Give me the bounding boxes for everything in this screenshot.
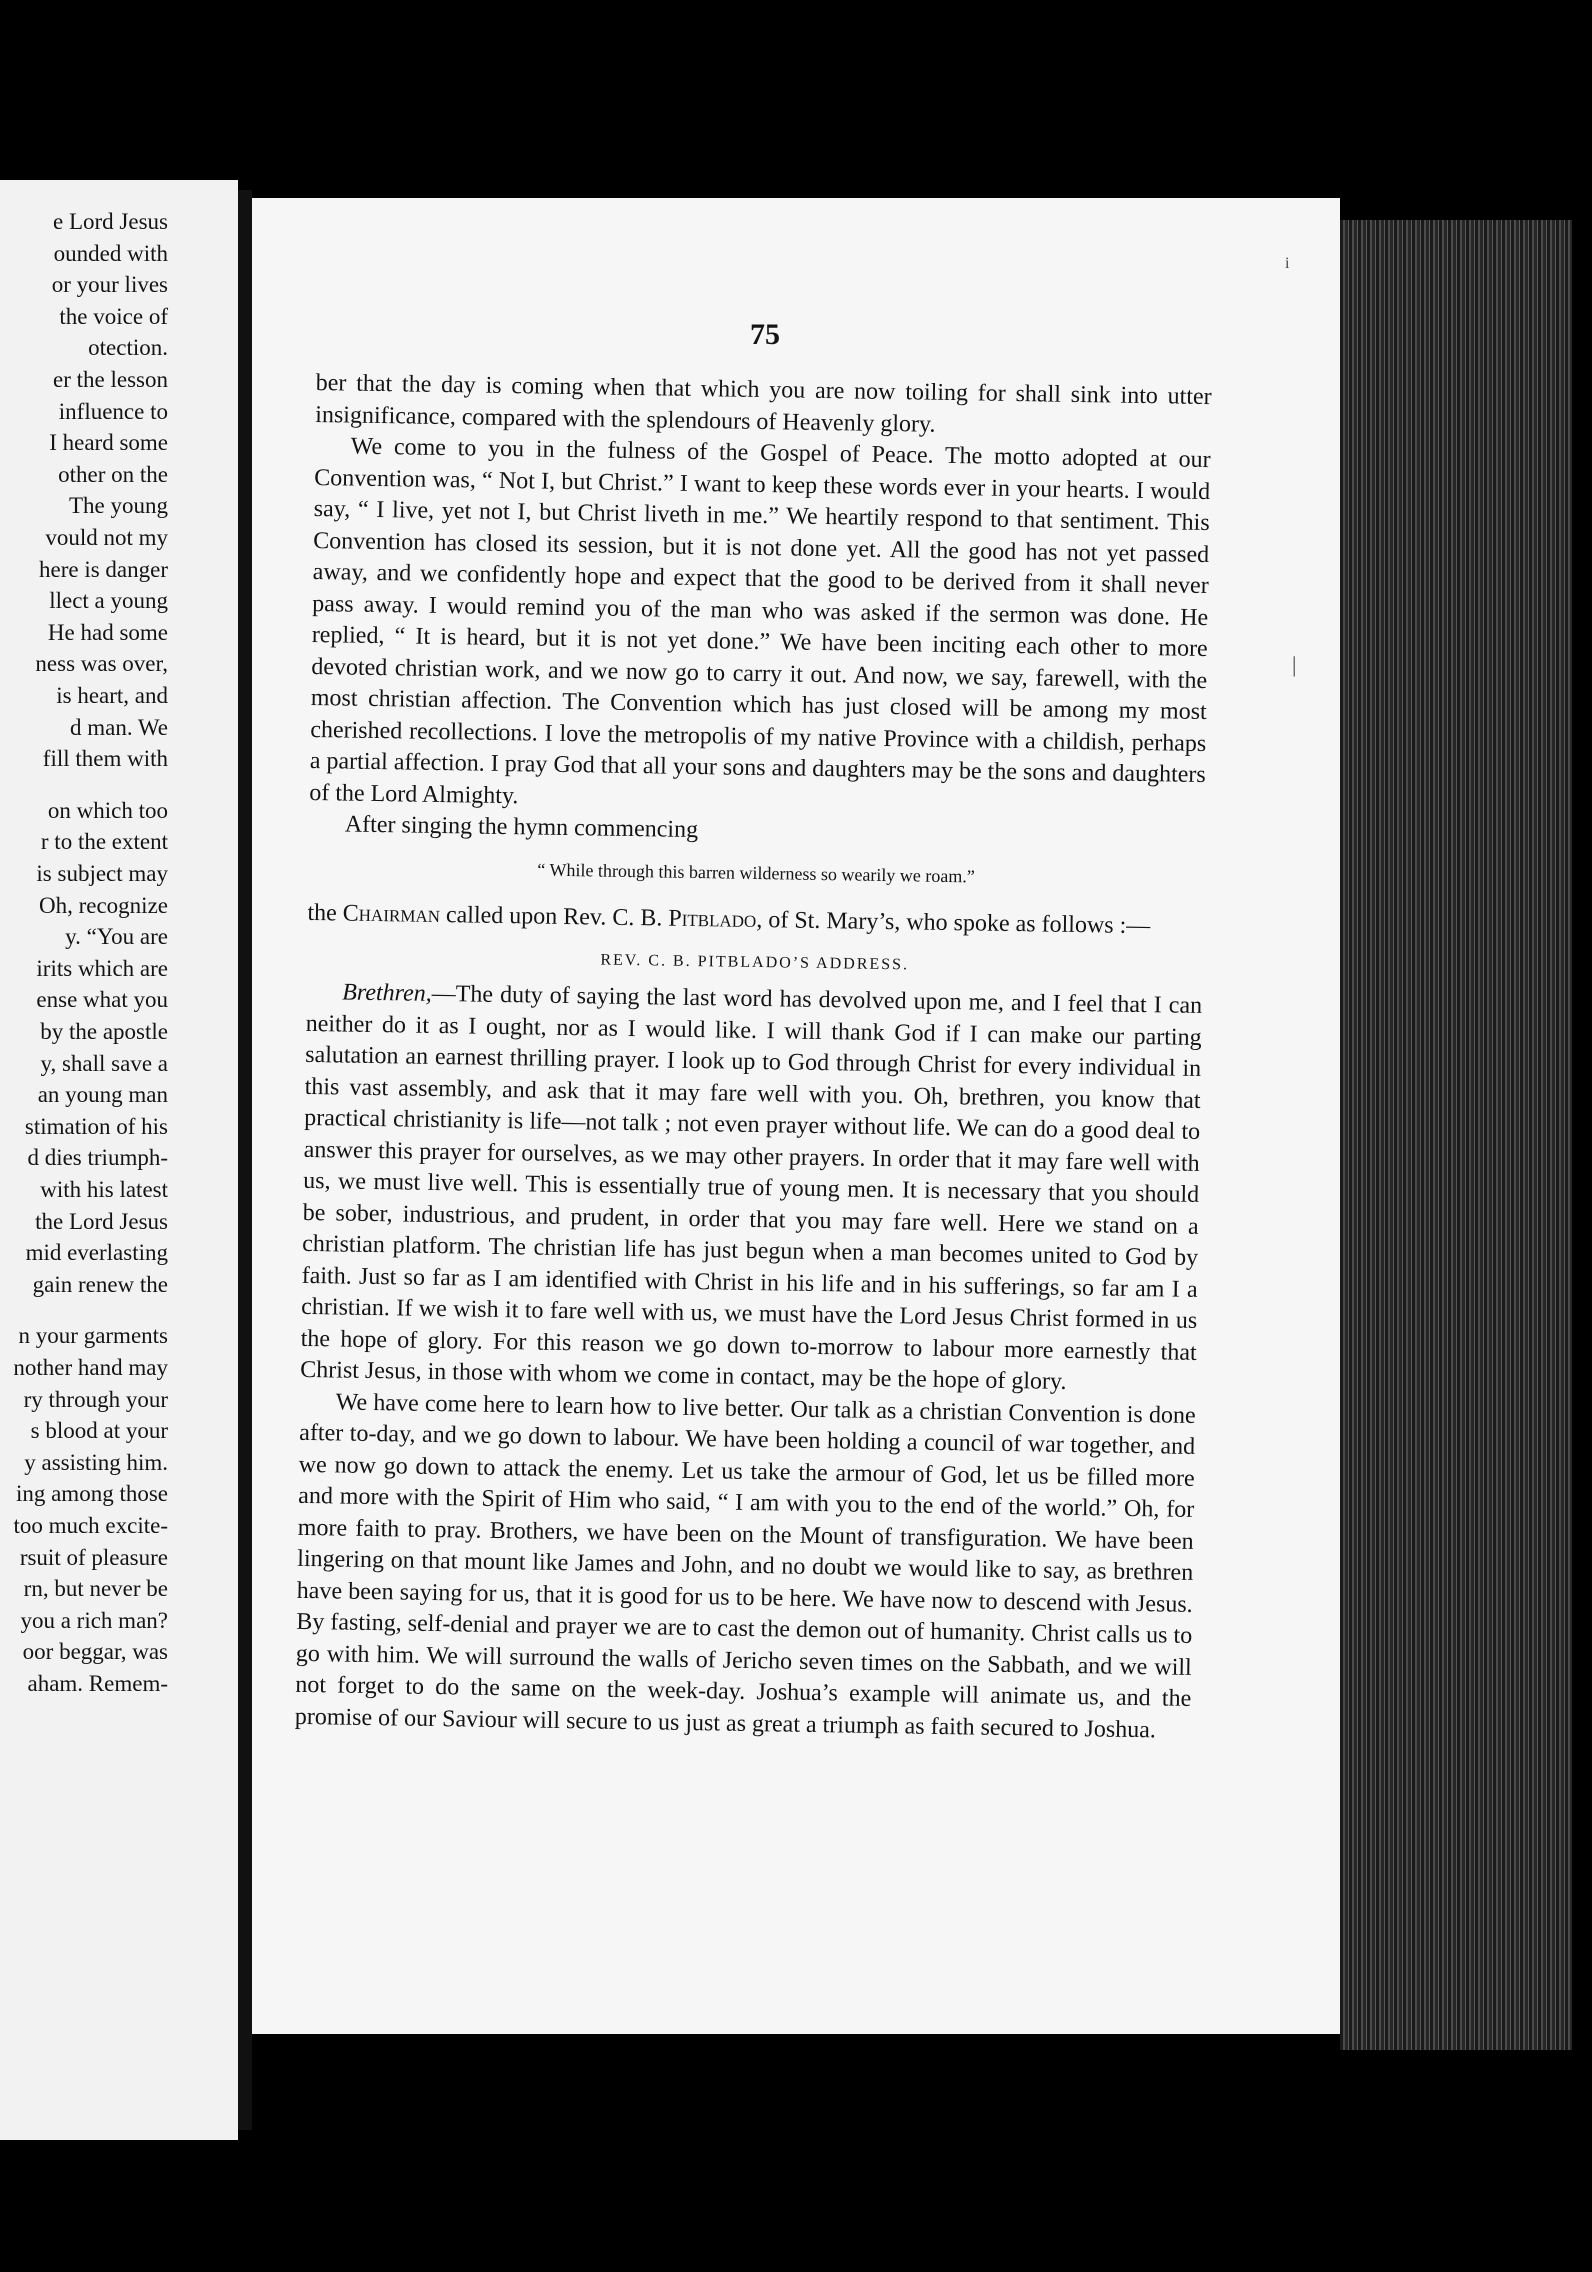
left-page-line: y assisting him. <box>24 1449 168 1475</box>
left-page-line: He had some <box>47 619 168 645</box>
left-page-line: otection. <box>88 335 168 361</box>
margin-mark: | <box>1292 652 1297 677</box>
left-page-line: other on the <box>58 461 168 487</box>
left-page-line: e Lord Jesus <box>53 209 168 234</box>
brethren-text: —The duty of saying the last word has devolved upon me, and I feel that I can neither do it as I ought, nor as I would like. I will thank God if I can make our parting salutation an earnest thrilling prayer. I look up to God through Christ for every individual in this vast assembly, and ask that it may fare well with you. Oh, brethren, you know that practical christianity is life—not talk ; not even prayer without life. We can do a good deal to answer this prayer for ourselves, as we may other prayers. In order that it may fare well with us, we must live well. This is essentially true of young men. It is necessary that you should be sober, industrious, and prudent, in order that you may fare well. Here we stand on a christian platform. The christian life has just begun when a man becomes united to God by faith. Just so far as I am identified with Christ in his life and in his sufferings, so far am I a christian. If we wish it to fare well with us, we must have the Lord Jesus Christ formed in us the hope of glory. For this reason we go down to-morrow to labour more earnestly that Christ Jesus, in those with whom we come in contact, may be the hope of glory. <box>300 980 1203 1395</box>
left-page-line: Oh, recognize <box>39 892 168 918</box>
main-text <box>295 368 1212 1747</box>
left-page-line: ing among those <box>15 1481 168 1507</box>
left-page-line: here is danger <box>39 556 168 582</box>
left-page-line: The young <box>68 493 168 519</box>
left-page-line: llect a young <box>49 588 168 614</box>
left-page-line: the Lord Jesus <box>35 1208 168 1234</box>
left-page-line: rsuit of pleasure <box>19 1544 168 1570</box>
left-page-line: is subject may <box>36 861 168 886</box>
left-page-line: er the lesson <box>53 367 168 392</box>
left-page-line: y. “You are <box>65 924 168 950</box>
page-number: 75 <box>750 318 780 351</box>
hymn-line: “ While through this barren wilderness so wearily we roam.” <box>537 859 976 886</box>
left-page-line: influence to <box>58 398 168 424</box>
left-page-line: nother hand may <box>13 1355 168 1380</box>
left-page-line: d man. We <box>69 714 168 740</box>
left-page-line: ounded with <box>53 240 168 266</box>
left-page-line: ry through your <box>23 1386 168 1412</box>
paragraph-convention: We come to you in the fulness of the Gospel of Peace. The motto adopted at our Convention was, “ Not I, but Christ.” I want to keep these words ever in your hearts. I would say, “ I live, yet not I, but Christ liveth in me.” We heartily respond to that sentiment. This Convention has closed its session, but it is not done yet. All the good has not yet passed away, and we confidently hope and expect that the good to be derived from it shall never pass away. I would remind you of the man who was asked if the sermon was done. He replied, “ It is heard, but it is not yet done.” We have been inciting each other to more devoted christian work, and we now go to carry it out. And now, we say, farewell, with the most christian affection. The Convention which has just closed will be among my most cherished recollections. I love the metropolis of my native Province with a childish, perhaps a partial affection. I pray God that all your sons and daughters may be the sons and daughters of the Lord Almighty. <box>309 433 1211 809</box>
salutation: Brethren, <box>341 979 432 1007</box>
left-page-line: s blood at your <box>30 1418 168 1444</box>
left-page-line: or your lives <box>51 272 168 298</box>
left-page-line: ense what you <box>36 987 168 1013</box>
left-page-line: r to the extent <box>40 829 168 855</box>
left-page-line: gain renew the <box>32 1271 168 1297</box>
left-page-line: n your garments <box>18 1323 168 1349</box>
paragraph-live-better: We have come here to learn how to live better. Our talk as a christian Convention is done after to-day, and we go down to labour. We have been holding a council of war together, and we now go down to attack the enemy. Let us take the armour of God, let us be filled more and more with the Spirit of Him who said, “ I am with you to the end of the world.” Oh, for more faith to pray. Brothers, we have been on the Mount of transfiguration. We have been lingering on that mount like James and John, and no doubt we would like to say, as brethren have been saying for us, that it is good for us to be here. We have now to descend with Jesus. By fasting, self-denial and prayer we are to cast the demon out of humanity. Christ calls us to go with him. We will surround the walls of Jericho seven times on the Sabbath, and we will not forget to do the same on the week-day. Joshua’s example will animate us, and the promise of our Saviour will secure to us just as great a triumph as faith secured to Joshua. <box>294 1388 1196 1743</box>
paragraph-chairman <box>307 898 1203 944</box>
left-page-line: y, shall save a <box>40 1050 168 1076</box>
page-edges <box>1340 220 1572 2050</box>
margin-mark: i <box>1285 255 1290 272</box>
left-page-line: is heart, and <box>56 683 168 708</box>
book-gutter <box>238 190 252 2130</box>
left-page-line: an young man <box>37 1082 168 1108</box>
left-page-line: with his latest <box>40 1177 168 1202</box>
left-page-line: you a rich man? <box>20 1607 168 1633</box>
left-page-line: rn, but never be <box>23 1576 168 1602</box>
left-page-line: d dies triumph- <box>27 1145 168 1171</box>
chairman-post: , of St. Mary’s, who spoke as follows :— <box>756 906 1151 940</box>
left-page-line: on which too <box>47 797 168 823</box>
paragraph-brethren <box>300 977 1202 1401</box>
chairman-pre: the <box>307 899 337 927</box>
chairman-label: Chairman <box>342 900 441 929</box>
left-page-line: vould not my <box>45 525 168 550</box>
left-page <box>0 180 238 2140</box>
address-heading: REV. C. B. PITBLADO’S ADDRESS. <box>600 951 910 973</box>
left-page-line: oor beggar, was <box>22 1639 168 1665</box>
left-page-line: mid everlasting <box>25 1240 168 1266</box>
chairman-mid: called upon Rev. C. B. <box>445 902 663 932</box>
left-page-line: too much excite- <box>13 1513 168 1538</box>
left-page-line: aham. Remem- <box>27 1671 168 1696</box>
left-page-line: fill them with <box>42 746 168 772</box>
left-page-line: irits which are <box>36 955 168 981</box>
left-page-line: I heard some <box>49 430 168 456</box>
left-page-line: by the apostle <box>40 1019 168 1044</box>
speaker-name: Pitblado <box>668 905 757 933</box>
paragraph-hymn-intro: After singing the hymn commencing <box>344 811 699 844</box>
paragraph-continuation: ber that the day is coming when that which you are now toiling for shall sink into utter insignificance, compared with the splendours of Heavenly glory. <box>315 369 1212 438</box>
left-page-line: stimation of his <box>24 1113 168 1139</box>
left-page-line: ness was over, <box>35 651 168 677</box>
left-page-line: the voice of <box>59 303 168 329</box>
